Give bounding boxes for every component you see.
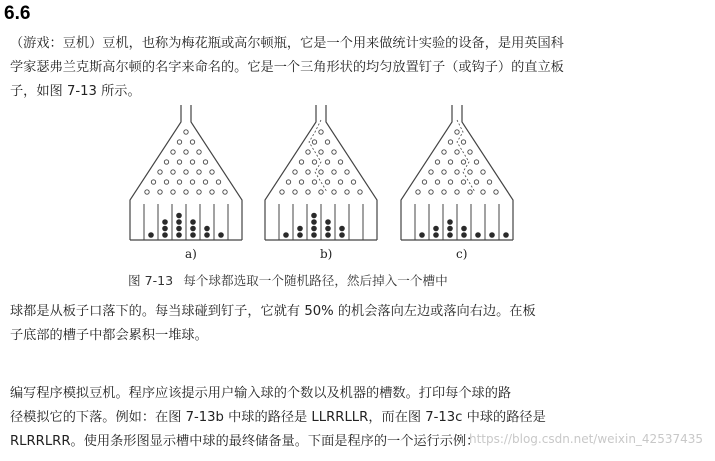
peg	[177, 140, 181, 144]
ball	[176, 213, 182, 219]
bean-machine-panel-a	[130, 105, 242, 240]
ball	[176, 226, 182, 232]
peg	[448, 160, 452, 164]
peg	[455, 190, 459, 194]
ball	[176, 232, 182, 238]
peg	[345, 190, 349, 194]
panel-label-b: b)	[320, 247, 333, 261]
peg	[312, 160, 316, 164]
peg	[494, 190, 498, 194]
peg	[190, 160, 194, 164]
peg	[280, 190, 284, 194]
text-line: 子底部的槽子中都会累积一堆球。	[10, 328, 208, 343]
bean-machine-panel-c	[401, 105, 513, 240]
peg	[312, 180, 316, 184]
peg	[197, 190, 201, 194]
peg	[306, 150, 310, 154]
peg	[151, 180, 155, 184]
intro-paragraph	[10, 32, 710, 104]
peg	[429, 170, 433, 174]
ball	[447, 226, 453, 232]
peg	[190, 140, 194, 144]
peg	[223, 190, 227, 194]
peg	[461, 180, 465, 184]
peg	[319, 170, 323, 174]
peg	[299, 160, 303, 164]
ball	[311, 226, 317, 232]
peg	[474, 160, 478, 164]
ball	[176, 219, 182, 225]
peg	[319, 130, 323, 134]
peg	[286, 180, 290, 184]
panel-label-a: a)	[185, 247, 197, 261]
ball	[503, 232, 509, 238]
ball	[433, 226, 439, 232]
peg	[461, 160, 465, 164]
ball	[433, 232, 439, 238]
peg	[197, 150, 201, 154]
bean-machine-panel-b	[265, 105, 377, 240]
peg	[164, 180, 168, 184]
peg	[442, 190, 446, 194]
peg	[190, 180, 194, 184]
peg	[158, 170, 162, 174]
caption-text: 每个球都选取一个随机路径，然后掉入一个槽中	[183, 273, 448, 288]
peg	[455, 150, 459, 154]
peg	[312, 140, 316, 144]
ball	[190, 232, 196, 238]
peg	[197, 170, 201, 174]
ball	[311, 232, 317, 238]
ball	[447, 219, 453, 225]
peg	[210, 190, 214, 194]
watermark: https://blog.csdn.net/weixin_42537435	[468, 432, 703, 446]
text-line: 球都是从板子口落下的。每当球碰到钉子，它就有 50% 的机会落向左边或落向右边。在板	[10, 304, 536, 319]
peg	[442, 170, 446, 174]
peg	[332, 170, 336, 174]
ball	[297, 226, 303, 232]
peg	[216, 180, 220, 184]
text-line: （游戏：豆机）豆机，也称为梅花瓶或高尔顿瓶，它是一个用来做统计实验的设备，是用英国科	[10, 36, 564, 51]
peg	[145, 190, 149, 194]
exercise-number: 6.6	[4, 3, 31, 24]
ball	[190, 219, 196, 225]
peg	[184, 130, 188, 134]
text-line: 子，如图 7-13 所示。	[10, 84, 141, 99]
peg	[448, 180, 452, 184]
peg	[422, 180, 426, 184]
peg	[468, 150, 472, 154]
peg	[293, 170, 297, 174]
ball	[162, 219, 168, 225]
ball	[419, 232, 425, 238]
peg	[158, 190, 162, 194]
peg	[325, 180, 329, 184]
ball	[162, 226, 168, 232]
peg	[325, 160, 329, 164]
text-line: 学家瑟弗兰克斯高尔顿的名字来命名的。它是一个三角形状的均匀放置钉子（或钩子）的直立板	[10, 60, 564, 75]
peg	[351, 180, 355, 184]
ball	[162, 232, 168, 238]
peg	[210, 170, 214, 174]
peg	[338, 180, 342, 184]
ball-path	[309, 120, 327, 192]
peg	[177, 180, 181, 184]
ball	[475, 232, 481, 238]
peg	[448, 140, 452, 144]
peg	[203, 160, 207, 164]
ball	[297, 232, 303, 238]
peg	[455, 170, 459, 174]
peg	[468, 190, 472, 194]
ball	[148, 232, 154, 238]
ball	[489, 232, 495, 238]
ball	[339, 232, 345, 238]
peg	[203, 180, 207, 184]
text-line: RLRRLRR。使用条形图显示槽中球的最终储备量。下面是程序的一个运行示例：	[10, 434, 480, 449]
peg	[481, 170, 485, 174]
ball	[325, 219, 331, 225]
ball	[447, 232, 453, 238]
peg	[164, 160, 168, 164]
peg	[345, 170, 349, 174]
peg	[332, 150, 336, 154]
ball	[339, 226, 345, 232]
peg	[293, 190, 297, 194]
peg	[455, 130, 459, 134]
peg	[429, 190, 433, 194]
figure-caption	[128, 270, 458, 289]
ball	[325, 226, 331, 232]
peg	[184, 150, 188, 154]
peg	[306, 170, 310, 174]
ball	[204, 226, 210, 232]
peg	[468, 170, 472, 174]
peg	[442, 150, 446, 154]
panel-label-c: c)	[456, 247, 468, 261]
peg	[177, 160, 181, 164]
peg	[184, 190, 188, 194]
peg	[435, 160, 439, 164]
caption-number: 图 7-13	[128, 273, 174, 288]
ball	[311, 219, 317, 225]
peg	[319, 150, 323, 154]
peg	[358, 190, 362, 194]
ball	[461, 232, 467, 238]
peg	[481, 190, 485, 194]
peg	[319, 190, 323, 194]
ball	[204, 232, 210, 238]
peg	[416, 190, 420, 194]
text-line: 编写程序模拟豆机。程序应该提示用户输入球的个数以及机器的槽数。打印每个球的路	[10, 386, 512, 401]
peg	[325, 140, 329, 144]
peg	[306, 190, 310, 194]
peg	[435, 180, 439, 184]
bean-machine-figure	[120, 100, 600, 265]
peg	[171, 170, 175, 174]
peg	[332, 190, 336, 194]
ball	[190, 226, 196, 232]
text-line: 径模拟它的下落。例如：在图 7-13b 中球的路径是 LLRRLLR，而在图 7-13c 中球的路径是	[10, 410, 546, 425]
peg	[171, 190, 175, 194]
ball	[325, 232, 331, 238]
peg	[299, 180, 303, 184]
peg	[461, 140, 465, 144]
peg	[338, 160, 342, 164]
peg	[487, 180, 491, 184]
peg	[474, 180, 478, 184]
ball	[218, 232, 224, 238]
ball	[311, 213, 317, 219]
rule-paragraph	[10, 300, 710, 348]
peg	[171, 150, 175, 154]
peg	[184, 170, 188, 174]
ball	[461, 226, 467, 232]
ball	[283, 232, 289, 238]
